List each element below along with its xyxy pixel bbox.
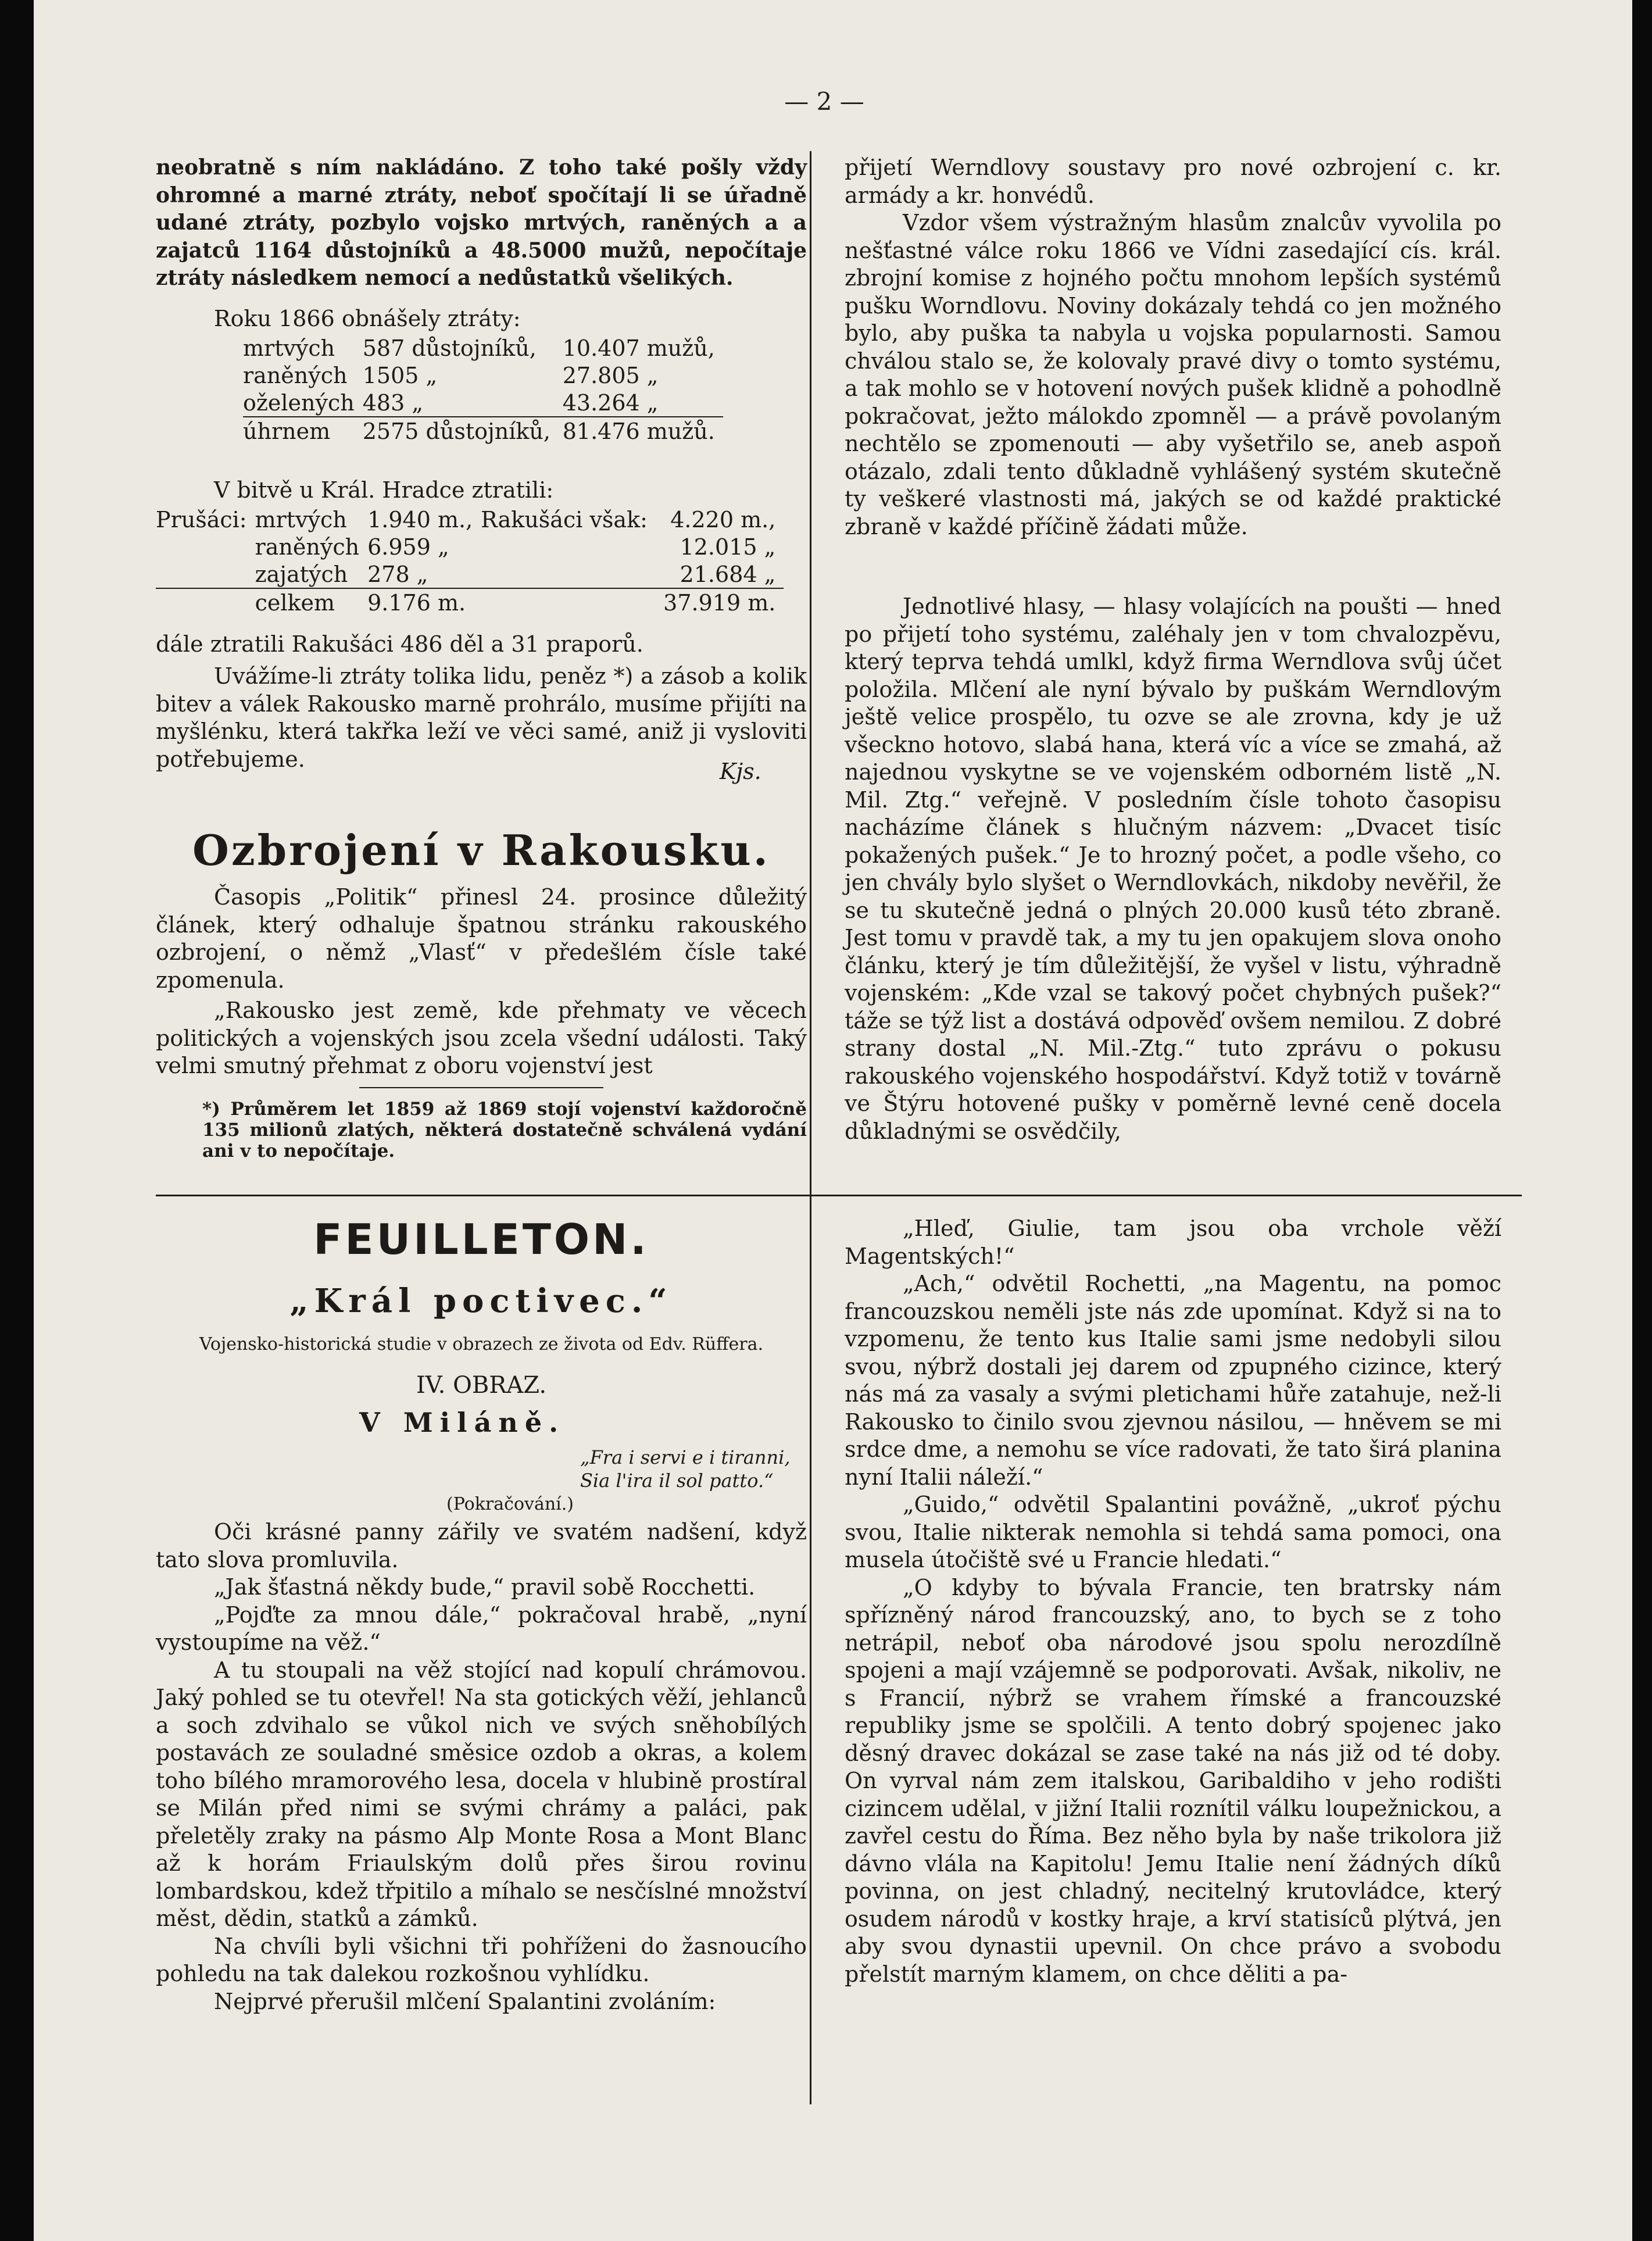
loss-men: 10.407 mužů,: [562, 335, 715, 361]
loss-label: mrtvých: [243, 335, 335, 361]
article-title: Ozbrojení v Rakousku.: [192, 825, 770, 875]
loss-men: 81.476 mužů.: [562, 418, 715, 444]
feuilleton-place: V Miláně.: [359, 1407, 566, 1438]
author-signature: Kjs.: [720, 759, 761, 784]
table-row: [243, 334, 723, 362]
feuilleton-paragraph: Na chvíli byli všichni tři pohříženi do žasnoucího pohledu na tak dalekou rozkošnou vyhlídku.: [156, 1933, 807, 1986]
losses-conclusion: Uvážíme-li ztráty tolika lidu, peněz *) a zásob a kolik bitev a válek Rakousko marně prohrálo, musíme přijíti na myšlénku, která takřka leží ve věci samé, aniž ji vysloviti potřebujeme.: [156, 663, 807, 772]
battle-austrian: 12.015 „: [680, 534, 776, 560]
battle-party: [156, 533, 255, 560]
feuilleton-paragraph: „Pojďte za mnou dále,“ pokračoval hrabě, „nyní vystoupíme na věž.“: [156, 1602, 807, 1655]
article-paragraph-2: „Rakousko jest země, kde přehmaty ve věcech politických a vojenských jsou zcela všední události. Taký velmi smutný přehmat z oboru vojenství jest: [156, 998, 807, 1078]
battle-prussian: 6.959 „: [367, 534, 449, 560]
footnote-rule: [359, 1087, 603, 1088]
table-row: [156, 560, 784, 588]
battle-austrian: 21.684 „: [680, 561, 776, 587]
battle-other-label: [481, 588, 663, 616]
battle-label: raněných: [255, 534, 360, 560]
loss-officers: 1505 „: [362, 362, 438, 388]
battle-losses-table: [156, 506, 784, 616]
page-number: — 2 —: [784, 87, 864, 116]
right-top-paragraph-1: přijetí Werndlovy soustavy pro nové ozbrojení c. kr. armády a kr. honvédů.: [845, 155, 1501, 208]
dale-line: dále ztratili Rakušáci 486 děl a 31 praporů.: [156, 631, 643, 657]
roku-1866-intro: Roku 1866 obnášely ztráty:: [214, 306, 521, 331]
feuilleton-header: FEUILLETON.: [313, 1215, 649, 1264]
battle-party: [156, 588, 255, 616]
footnote: *) Průměrem let 1859 až 1869 stojí vojenství každoročně 135 milionů zlatých, některá dostatečně schválená vydání ani v to nepočítaje.: [202, 1099, 807, 1161]
epigraph-line-2: Sia l'ira il sol patto.“: [580, 1470, 774, 1492]
table-row: [243, 389, 723, 417]
article-paragraph-1: Časopis „Politik“ přinesl 24. prosince důležitý článek, který odhaluje špatnou stránku rakouského ozbrojení, o němž „Vlasť“ v předešlém čísle také zpomenula.: [156, 884, 807, 993]
feuilleton-paragraph: „Ach,“ odvětil Rochetti, „na Magentu, na pomoc francouzskou neměli jste nás zde upomínat. Když si na to vzpomenu, že tento kus Italie sami jsme nedobyli silou svou, nýbrž dostali jej darem od zpupného cizince, který nás má za vasaly a svými pletichami hůře zatahuje, než-li Rakousko to činilo svou zjevnou násilou, — hněvem se mi srdce dme, a nemohu se více radovati, že tato širá planina nyní Italii náleží.“: [845, 1271, 1501, 1490]
battle-austrian: 4.220 m.,: [670, 506, 776, 532]
feuilleton-paragraph: „Hleď, Giulie, tam jsou oba vrchole věží Magentských!“: [845, 1216, 1501, 1269]
loss-officers: 2575 důstojníků,: [362, 418, 550, 444]
feuilleton-subtitle: Vojensko-historická studie v obrazech ze života od Edv. Rüffera.: [199, 1334, 764, 1354]
feuilleton-paragraph: A tu stoupali na věž stojící nad kopulí chrámovou. Jaký pohled se tu otevřel! Na sta gotických věží, jehlanců a soch zdvihalo se vůkol nich ve svých sněhobílých postavách ze souladné směsice ozdob a okras, a kolem toho bílého mramorového lesa, docela v hlubině prostíral se Milán před nimi se svými chrámy a paláci, pak přeletěly zraky na pásmo Alp Monte Rosa a Mont Blanc až k horám Friaulským dolů přes širou rovinu lombardskou, kdež třpitilo a míhalo se nesčíslné množství měst, dědin, statků a zámků.: [156, 1657, 807, 1931]
feuilleton-paragraph: Oči krásné panny zářily ve svatém nadšení, když tato slova promluvila.: [156, 1519, 807, 1572]
battle-other-label: [481, 560, 663, 588]
battle-party: Prušáci:: [156, 506, 247, 532]
newspaper-page: [34, 0, 1632, 2241]
battle-prussian: 278 „: [367, 561, 428, 587]
battle-prussian: 1.940 m.,: [367, 506, 473, 532]
feuilleton-left-text: [156, 1518, 807, 2015]
battle-other-label: Rakušáci však:: [481, 506, 648, 532]
feuilleton-divider: [156, 1195, 1522, 1196]
battle-intro: V bitvě u Král. Hradce ztratili:: [214, 477, 554, 503]
loss-officers: 483 „: [362, 389, 424, 416]
table-row: [243, 362, 723, 389]
feuilleton-part: IV. OBRAZ.: [416, 1372, 547, 1399]
feuilleton-paragraph: Nejprvé přerušil mlčení Spalantini zvoláním:: [214, 1988, 716, 2014]
battle-label: mrtvých: [255, 506, 347, 532]
table-row: [243, 417, 723, 445]
epigraph-line-1: „Fra i servi e i tiranni,: [580, 1446, 791, 1468]
table-row: [156, 588, 784, 616]
left-top-paragraph: neobratně s ním nakládáno. Z toho také pošly vždy ohromné a marné ztráty, neboť spočítají li se úřadně udané ztráty, pozbylo vojsko mrtvých, raněných a a zajatců 1164 důstojníků a 48.5000 mužů, nepočítaje ztráty následkem nemocí a nedůstatků všelikých.: [156, 155, 807, 290]
loss-label: raněných: [243, 362, 348, 388]
feuilleton-paragraph: „O kdyby to bývala Francie, ten bratrsky nám spřízněný národ francouzský, ano, to bych se z toho netrápil, neboť oba národové jsou spolu nerozdílně spojeni a mají vzájemně se podporovati. Avšak, nikoliv, ne s Francií, nýbrž se vrahem římské a francouzské republiky jsme se spolčili. A tento dobrý spojenec jako děsný dravec dokázal se zase také na nás již od té doby. On vyrval nám zem italskou, Garibaldiho v jeho rodišti cizincem udělal, v jižní Italii roznítil válku loupežnickou, a zavřel cestu do Říma. Bez něho byla by naše trikolora již dávno vlála na Kapitolu! Jemu Italie není žádných díků povinna, on jest chladný, necitelný krutovládce, který osudem národů v kostky hraje, a krví statisíců plýtvá, jen aby svou dynastii upevnil. On chce právo a svobodu přelstít marným klamem, on chce děliti a pa-: [845, 1574, 1501, 1987]
loss-officers: 587 důstojníků,: [362, 335, 537, 361]
battle-label: zajatých: [255, 561, 348, 587]
table-row: [156, 533, 784, 560]
right-top-paragraph-2: Vzdor všem výstražným hlasům znalcův vyvolila po nešťastné válce roku 1866 ve Vídni zasedající cís. král. zbrojní komise z hojného počtu mnohom lepších systémů pušku Worndlovu. Noviny dokázaly tehdá co jen možného bylo, aby puška ta nabyla u vojska popularnosti. Samou chválou stalo se, že kolovaly pravé divy o tomto systému, a tak mohlo se v hotovení nových pušek klidně a pohodlně pokračovat, ježto málokdo zpomněl — a právě povolaným nechtělo se zpomenouti — aby vyšetřilo se, aneb aspoň otázalo, zdali tento důkladně vyhlášený systém skutečně ty veškeré vlastnosti má, jakých se od každé praktické zbraně v každé příčině žádati může.: [845, 210, 1501, 539]
feuilleton-paragraph: „Jak šťastná někdy bude,“ pravil sobě Rocchetti.: [214, 1574, 756, 1600]
feuilleton-right-text: [845, 1215, 1501, 1988]
battle-other-label: [481, 533, 663, 560]
loss-label: úhrnem: [243, 418, 331, 444]
losses-1866-table: [243, 334, 723, 445]
right-top-paragraph-3: Jednotlivé hlasy, — hlasy volajících na poušti — hned po přijetí toho systému, zaléhaly jen v tom chvalozpěvu, který teprva tehdá umlkl, když firma Werndlova svůj účet položila. Mlčení ale nyní bývalo by puškám Werndlovým ještě velice prospělo, tu ozve se ale zrovna, kdy je už všeckno hotovo, slabá hana, která víc a více se zmahá, až najednou vyskytne se ve vojenském odborném listě „N. Mil. Ztg.“ veřejně. V posledním čísle tohoto časopisu nacházíme článek s hlučným názvem: „Dvacet tisíc pokažených pušek.“ Je to hrozný počet, a podle všeho, co jen chvály bylo slyšet o Werndlovkách, nikdoby nevěřil, že se tu skutečně jedná o plných 20.000 kusů této zbraně. Jest tomu v pravdě tak, a my tu jen opakujem slova onoho článku, který je tím důležitější, že vyšel v listu, výhradně vojenském: „Kde vzal se takový počet chybných pušek?“ táže se týž list a dostává odpověď ovšem nemilou. Z dobré strany dostal „N. Mil.-Ztg.“ tuto zprávu o pokusu rakouského vojenského hospodářství. Když totiž v továrně ve Štýru hotovené pušky v poměrně levné ceně docela důkladnými se osvědčily,: [845, 594, 1501, 1144]
column-rule: [810, 151, 811, 2104]
battle-prussian: 9.176 m.: [367, 589, 466, 616]
loss-label: oželených: [243, 389, 355, 416]
table-row: [156, 506, 784, 533]
loss-men: 43.264 „: [562, 389, 659, 416]
continued-note: (Pokračování.): [446, 1494, 574, 1514]
battle-party: [156, 560, 255, 588]
battle-label: celkem: [255, 589, 335, 616]
battle-austrian: 37.919 m.: [663, 589, 776, 616]
loss-men: 27.805 „: [562, 362, 659, 388]
feuilleton-paragraph: „Guido,“ odvětil Spalantini povážně, „ukroť pýchu svou, Italie nikterak nemohla si tehdá sama pomoci, ona musela útočiště své u Francie hledati.“: [845, 1492, 1501, 1572]
feuilleton-title: „Král poctivec.“: [289, 1282, 673, 1320]
